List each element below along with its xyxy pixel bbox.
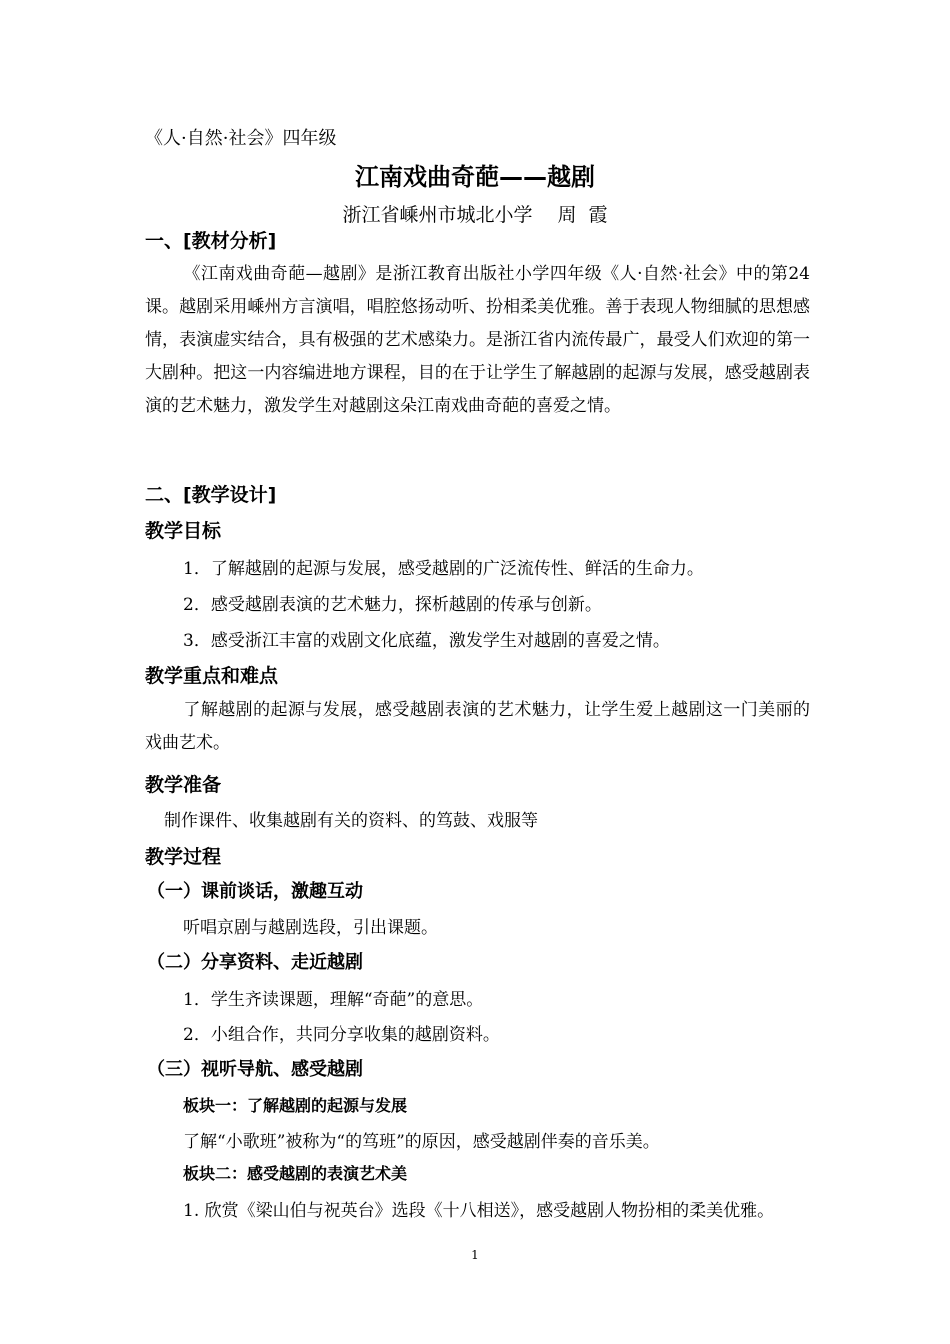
step1-heading: （一）课前谈话，激趣互动 [147, 881, 363, 902]
step1-text: 听唱京剧与越剧选段，引出课题。 [183, 918, 438, 938]
step2-heading: （二）分享资料、走近越剧 [147, 952, 363, 973]
prep-text: 制作课件、收集越剧有关的资料、的笃鼓、戏服等 [164, 811, 538, 831]
goal-item: 3．感受浙江丰富的戏剧文化底蕴，激发学生对越剧的喜爱之情。 [183, 631, 670, 651]
block1-text: 了解“小歌班”被称为“的笃班”的原因，感受越剧伴奏的音乐美。 [183, 1132, 660, 1152]
block2-text: 1. 欣赏《梁山伯与祝英台》选段《十八相送》，感受越剧人物扮相的柔美优雅。 [183, 1201, 775, 1221]
goal-item: 1．了解越剧的起源与发展，感受越剧的广泛流传性、鲜活的生命力。 [183, 559, 704, 579]
document-title: 江南戏曲奇葩——越剧 [355, 163, 595, 191]
analysis-text: 《江南戏曲奇葩—越剧》是浙江教育出版社小学四年级《人·自然·社会》中的第24课。越剧采用嵊州方言演唱，唱腔悠扬动听、扮相柔美优雅。善于表现人物细腻的思想感情，表演虚实结合，具有极强的艺术感染力。是浙江省内流传最广，最受人们欢迎的第一大剧种。把这一内容编进地方课程，目的在于让学生了解越剧的起源与发展，感受越剧表演的艺术魅力，激发学生对越剧这朵江南戏曲奇葩的喜爱之情。 [145, 264, 810, 416]
step3-heading: （三）视听导航、感受越剧 [147, 1059, 363, 1080]
goal-item: 2．感受越剧表演的艺术魅力，探析越剧的传承与创新。 [183, 595, 602, 615]
design-heading: 二、[教学设计] [145, 484, 277, 506]
goals-heading: 教学目标 [145, 520, 222, 542]
series-label: 《人·自然·社会》四年级 [145, 128, 337, 149]
process-heading: 教学过程 [145, 846, 222, 868]
keypoints-paragraph [145, 694, 810, 760]
step2-item: 1．学生齐读课题，理解“奇葩”的意思。 [183, 990, 484, 1010]
block2-heading: 板块二：感受越剧的表演艺术美 [183, 1164, 408, 1183]
page-number: 1 [471, 1248, 479, 1262]
keypoints-text: 了解越剧的起源与发展，感受越剧表演的艺术魅力，让学生爱上越剧这一门美丽的戏曲艺术。 [145, 700, 810, 753]
keypoints-heading: 教学重点和难点 [145, 665, 279, 687]
analysis-heading: 一、[教材分析] [145, 230, 277, 252]
step2-item: 2．小组合作，共同分享收集的越剧资料。 [183, 1025, 500, 1045]
block1-heading: 板块一：了解越剧的起源与发展 [183, 1096, 408, 1115]
author-line: 浙江省嵊州市城北小学 周 霞 [342, 204, 608, 226]
prep-heading: 教学准备 [145, 774, 222, 796]
analysis-paragraph [145, 258, 810, 423]
